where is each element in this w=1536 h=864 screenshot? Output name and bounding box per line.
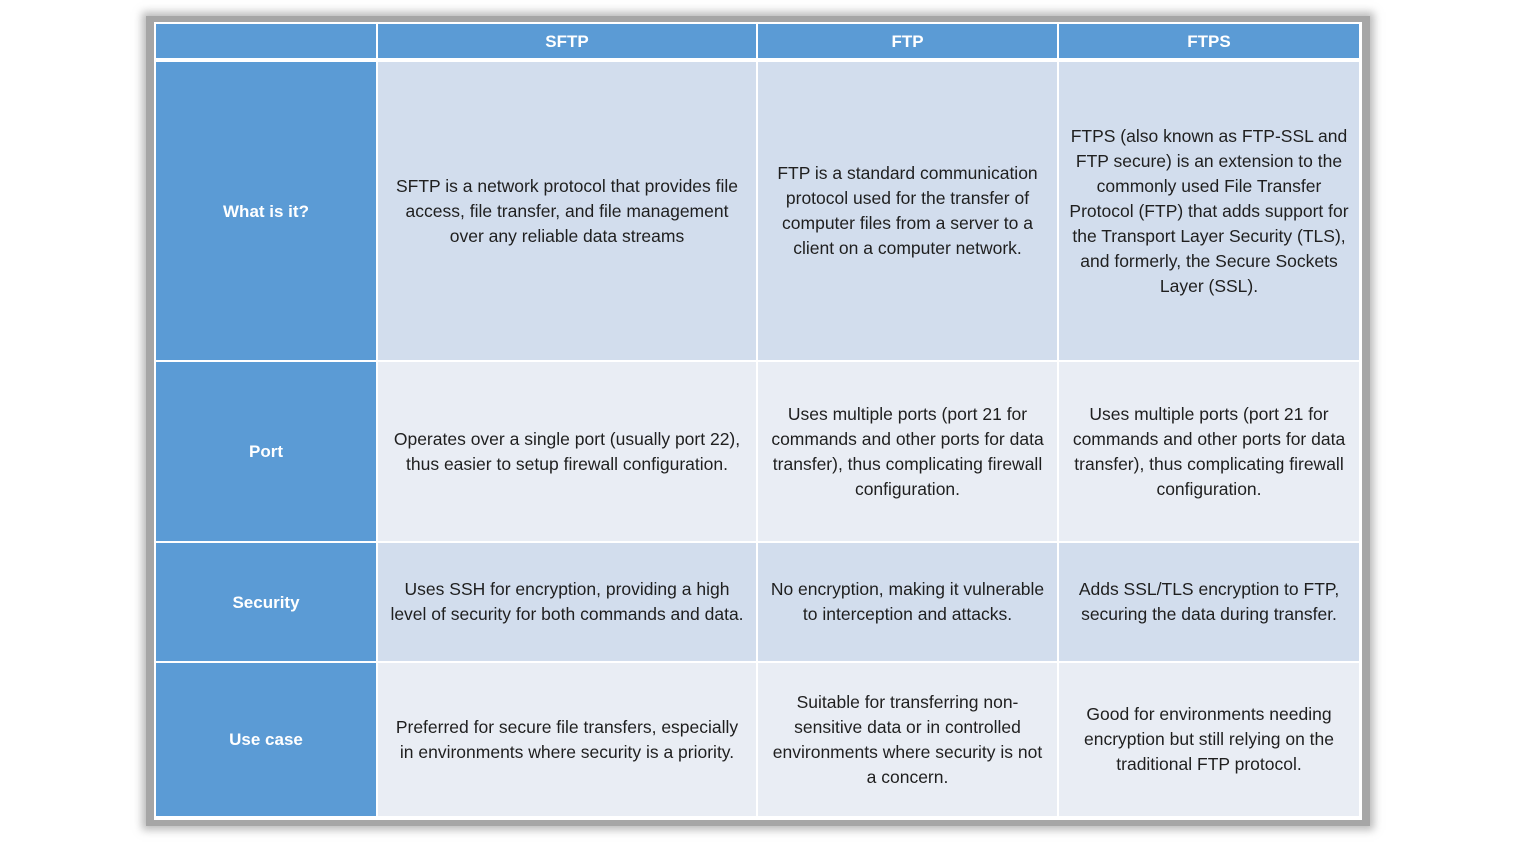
cell-sftp: SFTP is a network protocol that provides file access, file transfer, and file management over any reliable data streams [378,62,758,362]
row-label: What is it? [156,62,378,362]
row-label: Security [156,543,378,663]
cell-sftp: Operates over a single port (usually port 22), thus easier to setup firewall configuration. [378,362,758,543]
header-ftp: FTP [758,24,1059,62]
header-sftp: SFTP [378,24,758,62]
protocol-comparison-table [156,24,1361,818]
cell-sftp: Preferred for secure file transfers, especially in environments where security is a priority. [378,663,758,818]
cell-ftp: Uses multiple ports (port 21 for commands and other ports for data transfer), thus complicating firewall configuration. [758,362,1059,543]
cell-ftps: Good for environments needing encryption but still relying on the traditional FTP protocol. [1059,663,1361,818]
cell-ftps: Uses multiple ports (port 21 for commands and other ports for data transfer), thus complicating firewall configuration. [1059,362,1361,543]
table-row-use-case [156,663,1361,818]
header-ftps: FTPS [1059,24,1361,62]
header-row [156,24,1361,62]
table-row-what-is-it [156,62,1361,362]
header-corner [156,24,378,62]
row-label: Use case [156,663,378,818]
cell-ftp: No encryption, making it vulnerable to interception and attacks. [758,543,1059,663]
row-label: Port [156,362,378,543]
cell-ftp: FTP is a standard communication protocol used for the transfer of computer files from a server to a client on a computer network. [758,62,1059,362]
table-row-security [156,543,1361,663]
table-row-port [156,362,1361,543]
cell-sftp: Uses SSH for encryption, providing a high level of security for both commands and data. [378,543,758,663]
cell-ftps: FTPS (also known as FTP-SSL and FTP secure) is an extension to the commonly used File Transfer Protocol (FTP) that adds support for the Transport Layer Security (TLS), and formerly, the Secure Sockets Layer (SSL). [1059,62,1361,362]
cell-ftps: Adds SSL/TLS encryption to FTP, securing the data during transfer. [1059,543,1361,663]
cell-ftp: Suitable for transferring non-sensitive data or in controlled environments where security is not a concern. [758,663,1059,818]
